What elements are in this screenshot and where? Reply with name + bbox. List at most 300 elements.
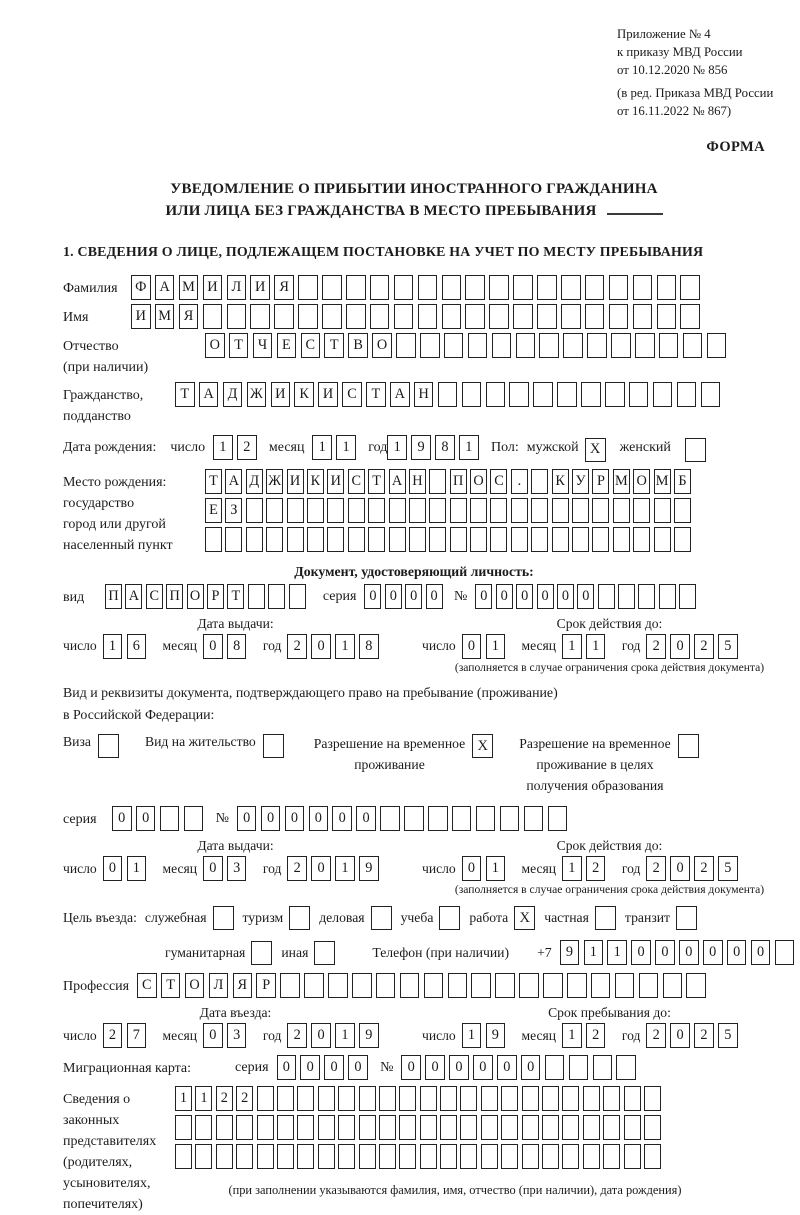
char-box: 0 bbox=[311, 1023, 331, 1048]
char-box bbox=[644, 1086, 661, 1111]
char-box: 0 bbox=[203, 856, 223, 881]
char-box bbox=[629, 382, 649, 407]
identity-doc-heading: Документ, удостоверяющий личность: bbox=[294, 563, 534, 579]
char-box: 0 bbox=[655, 940, 675, 965]
legal-label-line4: (родителях, bbox=[63, 1155, 133, 1171]
char-box bbox=[663, 973, 683, 998]
residence-number-label: № bbox=[215, 811, 229, 827]
char-box: Т bbox=[205, 469, 222, 494]
char-box bbox=[654, 527, 671, 552]
char-box: 1 bbox=[336, 435, 356, 460]
char-box bbox=[633, 275, 653, 300]
issue-month-boxes bbox=[203, 634, 251, 659]
char-box bbox=[318, 1115, 335, 1140]
residence-issue-day-boxes bbox=[103, 856, 151, 881]
char-box: Я bbox=[274, 275, 294, 300]
residence-issue-date-line bbox=[63, 856, 408, 881]
annex-block bbox=[617, 26, 800, 121]
day-label: число bbox=[422, 860, 456, 876]
char-box bbox=[184, 806, 204, 831]
stay-day-boxes bbox=[462, 1023, 510, 1048]
month-label: месяц bbox=[162, 860, 198, 876]
char-box bbox=[465, 275, 485, 300]
char-box bbox=[603, 1115, 620, 1140]
legal-label-line1: Сведения о bbox=[63, 1092, 131, 1108]
char-box: 0 bbox=[631, 940, 651, 965]
char-box bbox=[298, 304, 318, 329]
char-box bbox=[327, 527, 344, 552]
char-box bbox=[537, 304, 557, 329]
char-box bbox=[674, 527, 691, 552]
char-box bbox=[616, 1055, 636, 1080]
char-box: 0 bbox=[449, 1055, 469, 1080]
day-label: число bbox=[170, 439, 206, 455]
char-box bbox=[368, 498, 385, 523]
char-box bbox=[376, 973, 396, 998]
char-box: С bbox=[348, 469, 365, 494]
char-box bbox=[175, 1115, 192, 1140]
char-box: 1 bbox=[462, 1023, 482, 1048]
char-box bbox=[297, 1086, 314, 1111]
char-box bbox=[338, 1144, 355, 1169]
legal-row2-boxes bbox=[175, 1115, 735, 1140]
stay-month-boxes bbox=[562, 1023, 610, 1048]
migration-number-boxes bbox=[401, 1055, 640, 1080]
char-box bbox=[707, 333, 727, 358]
char-box: Т bbox=[324, 333, 344, 358]
birth-month-boxes bbox=[312, 435, 360, 460]
citizenship-row bbox=[63, 382, 800, 427]
char-box: Л bbox=[209, 973, 229, 998]
char-box bbox=[545, 1055, 565, 1080]
char-box: Е bbox=[277, 333, 297, 358]
residence-issue-year-boxes bbox=[287, 856, 383, 881]
char-box: 0 bbox=[751, 940, 771, 965]
temp-residence-label-line1: Разрешение на временное bbox=[313, 736, 466, 752]
temp-residence-edu-label bbox=[519, 734, 670, 796]
char-box bbox=[246, 498, 263, 523]
birth-place-label-line2: государство bbox=[63, 495, 135, 511]
residence-series-label: серия bbox=[63, 812, 97, 828]
char-box bbox=[539, 333, 559, 358]
valid-month-boxes bbox=[562, 634, 610, 659]
char-box: 1 bbox=[127, 856, 147, 881]
issue-date-line bbox=[63, 634, 408, 659]
char-box bbox=[175, 1144, 192, 1169]
purpose-other-checkbox bbox=[314, 941, 335, 965]
visa-checkbox bbox=[98, 734, 119, 758]
birth-day-boxes bbox=[213, 435, 261, 460]
char-box: 3 bbox=[227, 856, 247, 881]
char-box: 0 bbox=[277, 1055, 297, 1080]
char-box: 5 bbox=[718, 634, 738, 659]
char-box: 0 bbox=[703, 940, 723, 965]
char-box: 0 bbox=[679, 940, 699, 965]
char-box: О bbox=[372, 333, 392, 358]
male-label: мужской bbox=[526, 439, 579, 455]
char-box bbox=[522, 1144, 539, 1169]
purpose-transit-label: транзит bbox=[624, 910, 671, 926]
char-box: 1 bbox=[387, 435, 407, 460]
char-box bbox=[557, 382, 577, 407]
char-box: 1 bbox=[607, 940, 627, 965]
char-box bbox=[653, 382, 673, 407]
char-box bbox=[659, 333, 679, 358]
char-box bbox=[563, 333, 583, 358]
char-box bbox=[585, 304, 605, 329]
char-box bbox=[216, 1115, 233, 1140]
doc-kind-boxes bbox=[105, 584, 309, 609]
char-box: 0 bbox=[496, 584, 513, 609]
surname-boxes bbox=[131, 275, 704, 300]
char-box bbox=[216, 1144, 233, 1169]
char-box: 5 bbox=[718, 856, 738, 881]
char-box: 0 bbox=[473, 1055, 493, 1080]
char-box bbox=[396, 333, 416, 358]
char-box: Л bbox=[227, 275, 247, 300]
char-box: 1 bbox=[335, 1023, 355, 1048]
char-box: 1 bbox=[195, 1086, 212, 1111]
notification-title bbox=[63, 178, 765, 223]
char-box: 2 bbox=[646, 634, 666, 659]
char-box: 3 bbox=[227, 1023, 247, 1048]
residence-doc-series-row bbox=[63, 806, 800, 831]
patronymic-row bbox=[63, 333, 800, 378]
issue-year-boxes bbox=[287, 634, 383, 659]
year-label: год bbox=[621, 638, 641, 654]
char-box: 2 bbox=[237, 435, 257, 460]
char-box bbox=[399, 1086, 416, 1111]
page-number-blank bbox=[607, 201, 663, 215]
char-box: И bbox=[203, 275, 223, 300]
char-box bbox=[257, 1115, 274, 1140]
char-box bbox=[486, 382, 506, 407]
valid-until-title: Срок действия до: bbox=[556, 615, 663, 631]
temp-residence-label bbox=[314, 734, 465, 775]
char-box bbox=[452, 806, 472, 831]
year-label: год bbox=[262, 1027, 282, 1043]
char-box bbox=[611, 333, 631, 358]
char-box: Я bbox=[233, 973, 253, 998]
char-box: 0 bbox=[385, 584, 402, 609]
given-name-row bbox=[63, 304, 800, 329]
stay-until-group bbox=[422, 1005, 797, 1048]
purpose-other-label: иная bbox=[281, 944, 309, 960]
char-box: 9 bbox=[486, 1023, 506, 1048]
char-box: О bbox=[633, 469, 650, 494]
migration-card-label: Миграционная карта: bbox=[63, 1061, 192, 1077]
char-box bbox=[429, 527, 446, 552]
char-box: Я bbox=[179, 304, 199, 329]
char-box bbox=[552, 498, 569, 523]
purpose-study-label: учеба bbox=[400, 910, 434, 926]
birth-date-label: Дата рождения: bbox=[63, 439, 157, 455]
char-box: 0 bbox=[203, 634, 223, 659]
char-box: А bbox=[199, 382, 219, 407]
purpose-tourism-label: туризм bbox=[242, 910, 284, 926]
char-box bbox=[277, 1086, 294, 1111]
patronymic-label-line2: (при наличии) bbox=[63, 359, 149, 375]
issue-date-title: Дата выдачи: bbox=[197, 615, 274, 631]
char-box bbox=[394, 304, 414, 329]
valid-day-boxes bbox=[462, 634, 510, 659]
char-box bbox=[257, 1086, 274, 1111]
char-box: Ф bbox=[131, 275, 151, 300]
temp-residence-edu-checkbox bbox=[678, 734, 699, 758]
residence-issue-date-title: Дата выдачи: bbox=[197, 838, 274, 854]
char-box bbox=[654, 498, 671, 523]
char-box: 0 bbox=[727, 940, 747, 965]
char-box: О bbox=[205, 333, 225, 358]
char-box: 9 bbox=[359, 1023, 379, 1048]
year-label: год bbox=[621, 1027, 641, 1043]
char-box: Н bbox=[409, 469, 426, 494]
migration-series-label: серия bbox=[235, 1060, 269, 1076]
annex-line: от 10.12.2020 № 856 bbox=[617, 62, 728, 77]
char-box: О bbox=[187, 584, 204, 609]
char-box bbox=[552, 527, 569, 552]
identity-doc-row bbox=[63, 584, 800, 609]
patronymic-label bbox=[63, 333, 205, 378]
char-box bbox=[609, 304, 629, 329]
char-box bbox=[327, 498, 344, 523]
char-box: М bbox=[654, 469, 671, 494]
char-box: Р bbox=[207, 584, 224, 609]
legal-representatives-boxes bbox=[175, 1086, 735, 1198]
char-box: М bbox=[179, 275, 199, 300]
char-box bbox=[448, 973, 468, 998]
char-box bbox=[567, 973, 587, 998]
month-label: месяц bbox=[268, 439, 305, 455]
char-box bbox=[522, 1115, 539, 1140]
stay-until-line bbox=[422, 1023, 797, 1048]
char-box: 2 bbox=[586, 1023, 606, 1048]
annex-line: Приложение № 4 bbox=[617, 27, 711, 41]
visit-purpose-row2 bbox=[165, 940, 800, 965]
char-box bbox=[399, 1144, 416, 1169]
char-box: И bbox=[327, 469, 344, 494]
purpose-business-checkbox bbox=[371, 906, 392, 930]
char-box bbox=[465, 304, 485, 329]
char-box bbox=[195, 1115, 212, 1140]
visa-label: Виза bbox=[63, 734, 91, 750]
char-box bbox=[572, 498, 589, 523]
char-box bbox=[460, 1115, 477, 1140]
legal-representatives-row bbox=[63, 1086, 800, 1215]
title-line-2-text: ИЛИ ЛИЦА БЕЗ ГРАЖДАНСТВА В МЕСТО ПРЕБЫВАНИЯ bbox=[165, 203, 597, 220]
char-box bbox=[418, 275, 438, 300]
char-box: 0 bbox=[475, 584, 492, 609]
char-box: 0 bbox=[332, 806, 352, 831]
char-box: 1 bbox=[335, 634, 355, 659]
doc-kind-label: вид bbox=[63, 589, 85, 605]
char-box bbox=[470, 498, 487, 523]
char-box bbox=[440, 1086, 457, 1111]
legal-label-line6: попечителях) bbox=[63, 1197, 143, 1213]
residence-intro-line1: Вид и реквизиты документа, подтверждающего право на пребывание (проживание) bbox=[63, 685, 558, 701]
month-label: месяц bbox=[521, 638, 557, 654]
char-box: 1 bbox=[103, 634, 123, 659]
char-box bbox=[511, 527, 528, 552]
annex-line: к приказу МВД России bbox=[617, 44, 743, 59]
char-box: К bbox=[552, 469, 569, 494]
char-box bbox=[471, 973, 491, 998]
char-box: 1 bbox=[584, 940, 604, 965]
male-checkbox: X bbox=[585, 438, 606, 462]
char-box: И bbox=[131, 304, 151, 329]
month-label: месяц bbox=[521, 860, 557, 876]
char-box bbox=[613, 498, 630, 523]
char-box: П bbox=[450, 469, 467, 494]
char-box: 1 bbox=[312, 435, 332, 460]
char-box bbox=[683, 333, 703, 358]
char-box bbox=[274, 304, 294, 329]
char-box bbox=[585, 275, 605, 300]
temp-residence-edu-line3: получения образования bbox=[526, 777, 664, 793]
purpose-private-label: частная bbox=[544, 910, 589, 926]
identity-doc-dates bbox=[63, 616, 800, 674]
char-box: 1 bbox=[335, 856, 355, 881]
char-box: Е bbox=[205, 498, 222, 523]
char-box bbox=[160, 806, 180, 831]
char-box bbox=[587, 333, 607, 358]
char-box bbox=[701, 382, 721, 407]
day-label: число bbox=[422, 1027, 456, 1043]
birth-place-row3-boxes bbox=[205, 527, 694, 552]
char-box bbox=[470, 527, 487, 552]
char-box: 5 bbox=[718, 1023, 738, 1048]
char-box: 8 bbox=[435, 435, 455, 460]
visa-option bbox=[63, 734, 119, 758]
char-box bbox=[307, 527, 324, 552]
char-box: 2 bbox=[287, 856, 307, 881]
char-box bbox=[404, 806, 424, 831]
residence-valid-day-boxes bbox=[462, 856, 510, 881]
valid-until-line bbox=[422, 634, 797, 659]
issue-day-boxes bbox=[103, 634, 151, 659]
year-label: год bbox=[262, 638, 282, 654]
char-box bbox=[346, 275, 366, 300]
char-box bbox=[420, 333, 440, 358]
char-box bbox=[424, 973, 444, 998]
char-box: 0 bbox=[364, 584, 381, 609]
char-box bbox=[674, 498, 691, 523]
char-box: 0 bbox=[497, 1055, 517, 1080]
char-box: 8 bbox=[227, 634, 247, 659]
char-box bbox=[490, 527, 507, 552]
char-box bbox=[542, 1086, 559, 1111]
month-label: месяц bbox=[162, 1027, 198, 1043]
validity-note: (заполняется в случае ограничения срока действия документа) bbox=[454, 660, 765, 674]
char-box bbox=[248, 584, 265, 609]
char-box: И bbox=[250, 275, 270, 300]
phone-prefix: +7 bbox=[537, 944, 552, 960]
char-box: Т bbox=[366, 382, 386, 407]
char-box bbox=[613, 527, 630, 552]
char-box: 0 bbox=[311, 856, 331, 881]
char-box bbox=[287, 527, 304, 552]
char-box bbox=[429, 498, 446, 523]
char-box bbox=[495, 973, 515, 998]
char-box: Т bbox=[161, 973, 181, 998]
char-box: Р bbox=[592, 469, 609, 494]
char-box bbox=[659, 584, 676, 609]
char-box: 0 bbox=[136, 806, 156, 831]
char-box bbox=[531, 527, 548, 552]
char-box: 0 bbox=[311, 634, 331, 659]
char-box: 2 bbox=[287, 634, 307, 659]
char-box: 9 bbox=[359, 856, 379, 881]
char-box bbox=[644, 1144, 661, 1169]
char-box: 2 bbox=[694, 856, 714, 881]
char-box: Б bbox=[674, 469, 691, 494]
char-box bbox=[615, 973, 635, 998]
char-box bbox=[236, 1115, 253, 1140]
char-box: 2 bbox=[646, 1023, 666, 1048]
purpose-official-checkbox bbox=[213, 906, 234, 930]
char-box bbox=[592, 498, 609, 523]
title-line-2 bbox=[63, 200, 765, 223]
char-box bbox=[583, 1144, 600, 1169]
residence-valid-month-boxes bbox=[562, 856, 610, 881]
residence-valid-until-group bbox=[422, 838, 797, 896]
char-box bbox=[519, 973, 539, 998]
temp-residence-label-line2: проживание bbox=[354, 756, 425, 772]
char-box: 1 bbox=[459, 435, 479, 460]
residence-issue-month-boxes bbox=[203, 856, 251, 881]
char-box: 0 bbox=[237, 806, 257, 831]
char-box: . bbox=[511, 469, 528, 494]
purpose-tourism-checkbox bbox=[289, 906, 310, 930]
char-box bbox=[624, 1144, 641, 1169]
char-box: 0 bbox=[521, 1055, 541, 1080]
doc-series-label: серия bbox=[322, 588, 357, 604]
char-box bbox=[440, 1115, 457, 1140]
char-box bbox=[583, 1115, 600, 1140]
char-box: А bbox=[125, 584, 142, 609]
char-box bbox=[603, 1144, 620, 1169]
char-box bbox=[195, 1144, 212, 1169]
char-box bbox=[429, 469, 446, 494]
annex-edit-note: (в ред. Приказа МВД России bbox=[617, 85, 774, 100]
char-box: Т bbox=[368, 469, 385, 494]
char-box bbox=[346, 304, 366, 329]
char-box: 0 bbox=[401, 1055, 421, 1080]
char-box: 2 bbox=[694, 634, 714, 659]
char-box: С bbox=[342, 382, 362, 407]
legal-row3-boxes bbox=[175, 1144, 735, 1169]
char-box: В bbox=[348, 333, 368, 358]
entry-date-title: Дата въезда: bbox=[199, 1005, 272, 1021]
entry-day-boxes bbox=[103, 1023, 151, 1048]
char-box: 0 bbox=[300, 1055, 320, 1080]
char-box: 0 bbox=[348, 1055, 368, 1080]
char-box bbox=[428, 806, 448, 831]
char-box bbox=[562, 1086, 579, 1111]
char-box bbox=[609, 275, 629, 300]
char-box: 1 bbox=[175, 1086, 192, 1111]
purpose-official-label: служебная bbox=[144, 910, 207, 926]
char-box bbox=[501, 1115, 518, 1140]
migration-number-label: № bbox=[380, 1060, 394, 1076]
char-box: 0 bbox=[425, 1055, 445, 1080]
residence-doc-dates bbox=[63, 838, 800, 896]
legal-label-line3: представителях bbox=[63, 1134, 157, 1150]
char-box: К bbox=[294, 382, 314, 407]
day-label: число bbox=[422, 638, 456, 654]
residence-validity-note: (заполняется в случае ограничения срока действия документа) bbox=[454, 883, 765, 897]
char-box bbox=[591, 973, 611, 998]
